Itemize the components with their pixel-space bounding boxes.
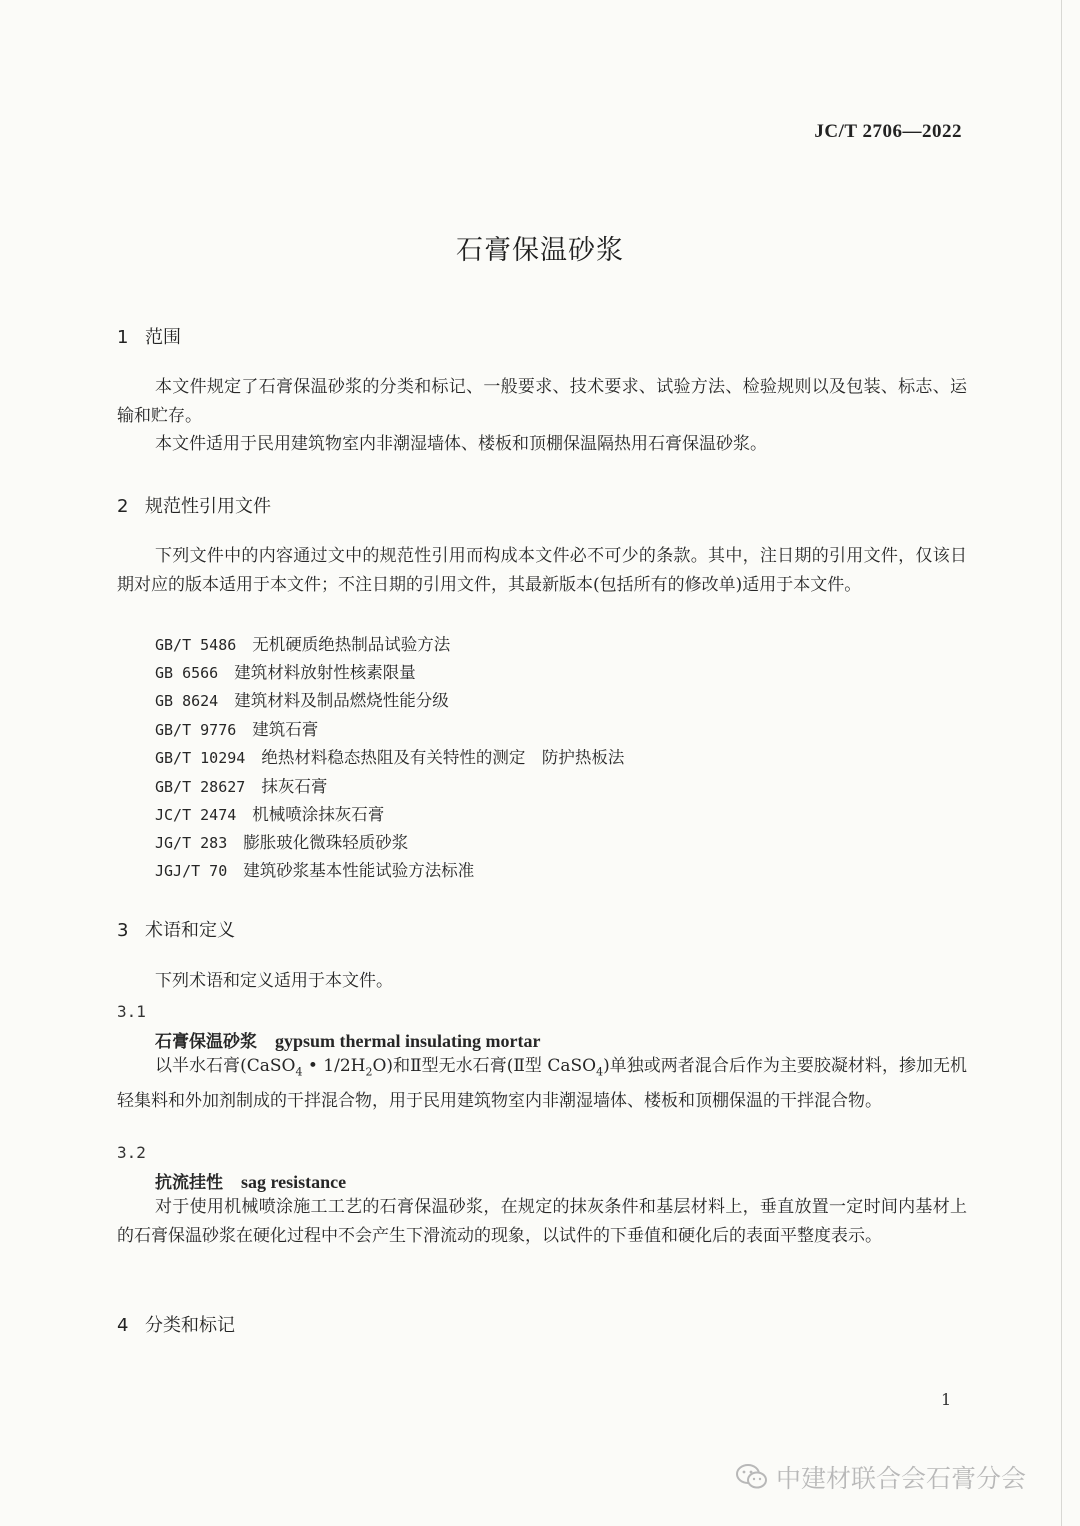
section-3-heading bbox=[117, 916, 235, 942]
section-title: 分类和标记 bbox=[145, 1315, 235, 1336]
term-definition: 以半水石膏(CaSO$_4$ • $1/2H_2O$)和Ⅱ型无水石膏(Ⅱ型 CaSO$_4$)单独或两者混合后作为主要胶凝材料，掺加无机轻集料和外加剂制成的干拌混合物，用于民用建筑物室内非潮湿墙体、楼板和顶棚保温的干拌混合物。 bbox=[117, 1056, 967, 1111]
reference-item bbox=[155, 659, 416, 683]
reference-title: 建筑材料及制品燃烧性能分级 bbox=[234, 691, 449, 710]
reference-title: 建筑砂浆基本性能试验方法标准 bbox=[243, 861, 475, 880]
reference-code: GB/T 28627 bbox=[155, 778, 246, 796]
section-1-heading bbox=[117, 323, 181, 349]
reference-title: 建筑材料放射性核素限量 bbox=[234, 663, 416, 682]
reference-title: 建筑石膏 bbox=[252, 720, 319, 739]
reference-item bbox=[155, 773, 327, 797]
term-english: gypsum thermal insulating mortar bbox=[275, 1031, 541, 1051]
watermark bbox=[736, 1459, 1026, 1495]
term-chinese: 石膏保温砂浆 bbox=[155, 1032, 257, 1052]
reference-code: JG/T 283 bbox=[155, 834, 228, 852]
reference-item bbox=[155, 687, 449, 711]
reference-item bbox=[155, 744, 624, 768]
section-1-paragraph-1: 本文件规定了石膏保温砂浆的分类和标记、一般要求、技术要求、试验方法、检验规则以及包装、标志、运输和贮存。 bbox=[117, 377, 967, 426]
reference-item bbox=[155, 801, 384, 825]
reference-code: GB/T 10294 bbox=[155, 749, 246, 767]
clause-number: 3.1 bbox=[117, 1002, 146, 1021]
term-heading bbox=[155, 1027, 541, 1052]
clause-number: 3.2 bbox=[117, 1143, 146, 1162]
term-definition: 对于使用机械喷涂施工工艺的石膏保温砂浆，在规定的抹灰条件和基层材料上，垂直放置一定时间内基材上的石膏保温砂浆在硬化过程中不会产生下滑流动的现象，以试件的下垂值和硬化后的表面平整度表示。 bbox=[117, 1197, 967, 1246]
term-chinese: 抗流挂性 bbox=[155, 1173, 223, 1193]
reference-item bbox=[155, 716, 318, 740]
section-title: 术语和定义 bbox=[145, 920, 235, 941]
wechat-icon bbox=[736, 1463, 768, 1491]
section-2-intro: 下列文件中的内容通过文中的规范性引用而构成本文件必不可少的条款。其中，注日期的引用文件，仅该日期对应的版本适用于本文件；不注日期的引用文件，其最新版本(包括所有的修改单)适用于本文件。 bbox=[117, 546, 967, 595]
section-3-intro: 下列术语和定义适用于本文件。 bbox=[155, 971, 393, 991]
section-number: 3 bbox=[117, 920, 129, 941]
section-title: 规范性引用文件 bbox=[145, 496, 271, 517]
reference-title: 抹灰石膏 bbox=[261, 777, 328, 796]
reference-code: JC/T 2474 bbox=[155, 806, 237, 824]
reference-title: 绝热材料稳态热阻及有关特性的测定 防护热板法 bbox=[261, 748, 625, 767]
section-number: 2 bbox=[117, 496, 129, 517]
reference-title: 无机硬质绝热制品试验方法 bbox=[252, 635, 451, 654]
reference-code: JGJ/T 70 bbox=[155, 862, 228, 880]
section-2-heading bbox=[117, 492, 271, 518]
term-english: sag resistance bbox=[241, 1172, 347, 1192]
reference-item bbox=[155, 857, 474, 881]
standard-number: JC/T 2706—2022 bbox=[814, 121, 962, 142]
reference-item bbox=[155, 829, 408, 853]
term-heading bbox=[155, 1168, 346, 1193]
section-4-heading bbox=[117, 1311, 235, 1337]
reference-code: GB/T 5486 bbox=[155, 636, 237, 654]
section-1-paragraph-2: 本文件适用于民用建筑物室内非潮湿墙体、楼板和顶棚保温隔热用石膏保温砂浆。 bbox=[155, 434, 767, 454]
watermark-text: 中建材联合会石膏分会 bbox=[776, 1464, 1027, 1493]
reference-code: GB 8624 bbox=[155, 692, 219, 710]
section-number: 4 bbox=[117, 1315, 129, 1336]
reference-item bbox=[155, 631, 450, 655]
reference-code: GB/T 9776 bbox=[155, 721, 237, 739]
reference-title: 膨胀玻化微珠轻质砂浆 bbox=[243, 833, 409, 852]
reference-code: GB 6566 bbox=[155, 664, 219, 682]
reference-title: 机械喷涂抹灰石膏 bbox=[252, 805, 385, 824]
page-number: 1 bbox=[941, 1390, 952, 1409]
section-title: 范围 bbox=[145, 327, 181, 348]
document-title: 石膏保温砂浆 bbox=[456, 235, 624, 266]
section-number: 1 bbox=[117, 327, 129, 348]
